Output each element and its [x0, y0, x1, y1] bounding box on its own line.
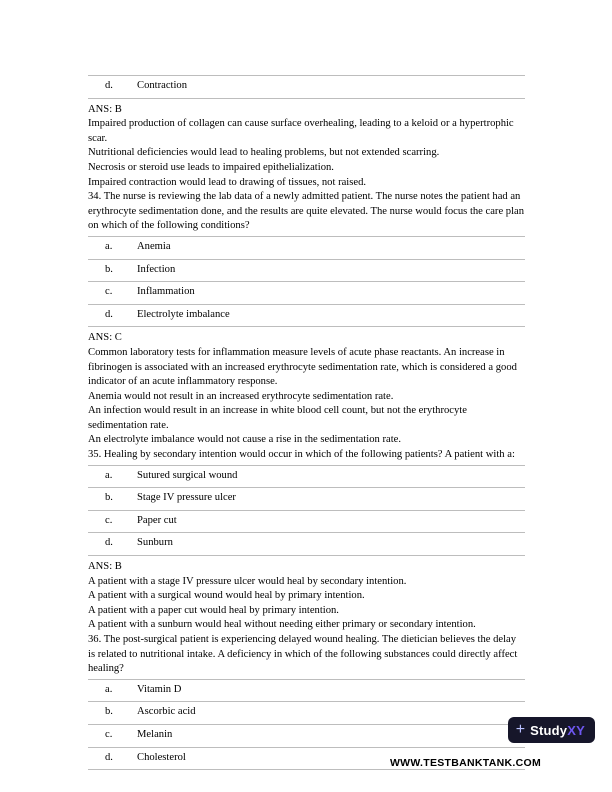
question-stem-34: 34. The nurse is reviewing the lab data of a newly admitted patient. The nurse notes the patient had an erythrocyte sedimentation done, and the results are quite elevated. The nurse would focus the care plan on which of the following conditions? — [88, 191, 525, 232]
option-letter: c. — [105, 514, 113, 526]
option-letter: d. — [105, 308, 113, 320]
answer-line: ANS: C — [88, 332, 122, 344]
answer-line: ANS: B — [88, 561, 122, 573]
answer-option — [88, 465, 525, 488]
plus-icon: + — [515, 721, 526, 738]
rationale-line: An electrolyte imbalance would not cause a rise in the sedimentation rate. — [88, 434, 401, 446]
answer-option — [88, 304, 525, 327]
answer-option — [88, 259, 525, 282]
option-text: Ascorbic acid — [137, 706, 196, 718]
option-letter: d. — [105, 751, 113, 763]
rationale-line: Common laboratory tests for inflammation measure levels of acute phase reactants. An increase in fibrinogen is associated with an increased erythrocyte sedimentation rate, which is considered a good indicator of an acute inflammatory response. — [88, 346, 517, 388]
footer-url[interactable]: WWW.TESTBANKTANK.COM — [389, 757, 541, 769]
option-letter: c. — [105, 728, 113, 740]
option-letter: c. — [105, 286, 113, 298]
rationale-line: A patient with a paper cut would heal by primary intention. — [88, 604, 339, 616]
option-letter: a. — [105, 683, 113, 695]
answer-option — [88, 487, 525, 510]
studyxy-logo — [508, 717, 595, 743]
option-text: Paper cut — [137, 514, 177, 526]
rationale-line: Necrosis or steroid use leads to impaired epithelialization. — [88, 161, 334, 173]
rationale-line: A patient with a sunburn would heal without needing either primary or secondary intention. — [88, 619, 476, 631]
rationale-line: Nutritional deficiencies would lead to healing problems, but not extended scarring. — [88, 147, 440, 159]
answer-option — [88, 236, 525, 259]
option-text: Inflammation — [137, 286, 195, 298]
answer-option — [88, 721, 526, 747]
answer-option — [88, 510, 525, 533]
answer-line: ANS: B — [88, 103, 122, 115]
option-text: Electrolyte imbalance — [137, 308, 230, 320]
rationale-line: A patient with a surgical wound would heal by primary intention. — [88, 590, 365, 602]
option-letter: b. — [105, 706, 113, 718]
option-letter: a. — [105, 469, 113, 481]
option-letter: d. — [105, 80, 113, 91]
rationale-line: An infection would result in an increase in white blood cell count, but not the erythrocyte sedimentation rate. — [88, 405, 467, 431]
option-text: Stage IV pressure ulcer — [137, 492, 236, 504]
option-letter: b. — [105, 492, 113, 504]
option-text: Vitamin D — [137, 683, 182, 695]
option-text: Contraction — [137, 80, 188, 91]
options-table-q34 — [88, 236, 525, 327]
option-letter: a. — [105, 240, 113, 252]
option-letter: d. — [105, 537, 113, 549]
options-table-fragment — [88, 75, 525, 99]
option-text: Sutured surgical wound — [137, 469, 238, 481]
option-text: Melanin — [137, 728, 173, 740]
rationale-line: A patient with a stage IV pressure ulcer would heal by secondary intention. — [88, 575, 407, 587]
rationale-line: Impaired production of collagen can cause surface overhealing, leading to a keloid or a hypertrophic scar. — [88, 118, 514, 144]
option-letter: b. — [105, 263, 113, 275]
option-text: Anemia — [137, 240, 171, 252]
answer-option — [88, 532, 525, 555]
rationale-line: Impaired contraction would lead to drawing of tissues, not raised. — [88, 176, 367, 188]
answer-option — [88, 281, 525, 304]
rationale-line: Anemia would not result in an increased erythrocyte sedimentation rate. — [88, 390, 394, 402]
answer-option — [88, 75, 525, 98]
option-text: Infection — [137, 263, 176, 275]
logo-text-xy: XY — [567, 722, 585, 738]
logo-text-study: Study — [530, 722, 568, 738]
options-table-q35 — [88, 465, 525, 556]
document-content — [88, 73, 525, 774]
question-stem-36: 36. The post-surgical patient is experiencing delayed wound healing. The dietician believes the delay is related to nutritional intake. A deficiency in which of the following substances could directly affect healing? — [88, 634, 518, 675]
option-text: Cholesterol — [137, 751, 186, 763]
option-text: Sunburn — [137, 537, 173, 549]
question-stem-35: 35. Healing by secondary intention would occur in which of the following patients? A patient with a: — [88, 449, 515, 461]
answer-option — [88, 679, 525, 702]
answer-option — [88, 701, 525, 724]
